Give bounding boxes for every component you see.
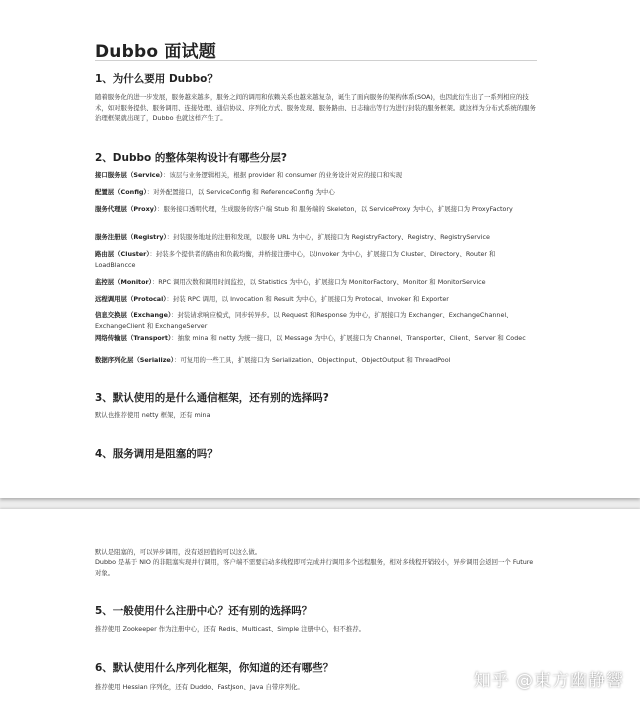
layer-serialize [95, 355, 537, 366]
question-6-body: 推荐使用 Hessian 序列化，还有 Duddo、FastJson、Java 自带序列化。 [95, 683, 304, 691]
layer-name: 路由层（Cluster） [95, 250, 150, 258]
layer-name: 服务注册层（Registry） [95, 233, 167, 241]
layer-config [95, 187, 537, 198]
question-3-heading: 3、默认使用的是什么通信框架，还有别的选择吗? [95, 392, 329, 404]
question-5-body: 推荐使用 Zookeeper 作为注册中心，还有 Redis、Multicast、Simple 注册中心，但不推荐。 [95, 625, 365, 633]
layer-name: 数据序列化层（Serialize） [95, 356, 174, 364]
layer-monitor [95, 277, 537, 288]
layer-desc: ：对外配置接口，以 ServiceConfig 和 ReferenceConfig 为中心 [146, 188, 335, 196]
zhihu-watermark: 知乎 @東方幽静響 [473, 671, 624, 691]
document-title: Dubbo 面试题 [95, 42, 216, 62]
question-5-heading: 5、一般使用什么注册中心？还有别的选择吗？ [95, 605, 313, 617]
layer-registry [95, 232, 537, 243]
layer-transport [95, 333, 537, 344]
layer-proxy [95, 204, 537, 215]
layer-service [95, 170, 537, 181]
question-1-body: 随着服务化的进一步发展，服务越来越多，服务之间的调用和依赖关系也越来越复杂，诞生了面向服务的架构体系(SOA)，也因此衍生出了一系列相应的技术，如对服务提供、服务调用、连接处理、通信协议、序列化方式、服务发现、服务路由、日志输出等行为进行封装的服务框架。就这样为分布式系统的服务治理框架就出现了，Dubbo 也就这样产生了。 [95, 93, 536, 122]
question-2-heading: 2、Dubbo 的整体架构设计有哪些分层? [95, 152, 287, 164]
question-1-heading: 1、为什么要用 Dubbo？ [95, 73, 218, 85]
layer-name: 监控层（Monitor） [95, 278, 152, 286]
layer-desc: ：抽象 mina 和 netty 为统一接口，以 Message 为中心，扩展接口为 Channel、Transporter、Client、Server 和 Codec [171, 334, 526, 342]
layer-protocal [95, 294, 537, 305]
layer-name: 配置层（Config） [95, 188, 147, 196]
layer-desc: ：封装服务地址的注册和发现，以服务 URL 为中心，扩展接口为 RegistryFactory、Registry、RegistryService [166, 233, 490, 241]
question-3-body: 默认也推荐使用 netty 框架，还有 mina [95, 411, 211, 419]
layer-exchange [95, 310, 537, 331]
layer-desc: ：RPC 调用次数和调用时间监控，以 Statistics 为中心，扩展接口为 MonitorFactory、Monitor 和 MonitorService [151, 278, 486, 286]
layer-desc: ：该层与业务逻辑相关，根据 provider 和 consumer 的业务设计对应的接口和实现 [163, 171, 403, 179]
question-4-body-line-2: Dubbo 是基于 NIO 的非阻塞实现并行调用，客户端不需要启动多线程即可完成并行调用多个远程服务，相对多线程开销较小，异步调用会返回一个 Future 对象。 [95, 558, 534, 577]
layer-name: 服务代理层（Proxy） [95, 205, 158, 213]
title-divider [95, 60, 537, 61]
layer-desc: ：封装多个提供者的路由和负载均衡，并桥接注册中心，以Invoker 为中心，扩展接口为 Cluster、Directory、Router 和 LoadBlancce [95, 250, 496, 269]
layer-desc: ：可复用的一些工具，扩展接口为 Serialization、ObjectInput、ObjectOutput 和 ThreadPool [173, 356, 451, 364]
question-6-heading: 6、默认使用什么序列化框架，你知道的还有哪些？ [95, 662, 334, 674]
question-4-body-line-1: 默认是阻塞的，可以异步调用，没有返回值的可以这么做。 [95, 548, 262, 556]
question-4-heading: 4、服务调用是阻塞的吗？ [95, 448, 218, 460]
layer-name: 远程调用层（Protocal） [95, 295, 167, 303]
layer-name: 信息交换层（Exchange） [95, 311, 172, 319]
layer-name: 接口服务层（Service） [95, 171, 164, 179]
layer-desc: ：封装请求响应模式，同步转异步。以 Request 和Response 为中心，扩展接口为 Exchanger、ExchangeChannel、ExchangeClient 和 ExchangeServer [95, 311, 513, 330]
layer-desc: ：服务接口透明代理，生成服务的客户端 Stub 和 服务端的 Skeleton，以 ServiceProxy 为中心，扩展接口为 ProxyFactory [157, 205, 513, 213]
layer-desc: ：封装 RPC 调用，以 Invocation 和 Result 为中心，扩展接口为 Protocal、Invoker 和 Exporter [166, 295, 449, 303]
layer-cluster [95, 249, 537, 270]
layer-name: 网络传输层（Transport） [95, 334, 172, 342]
